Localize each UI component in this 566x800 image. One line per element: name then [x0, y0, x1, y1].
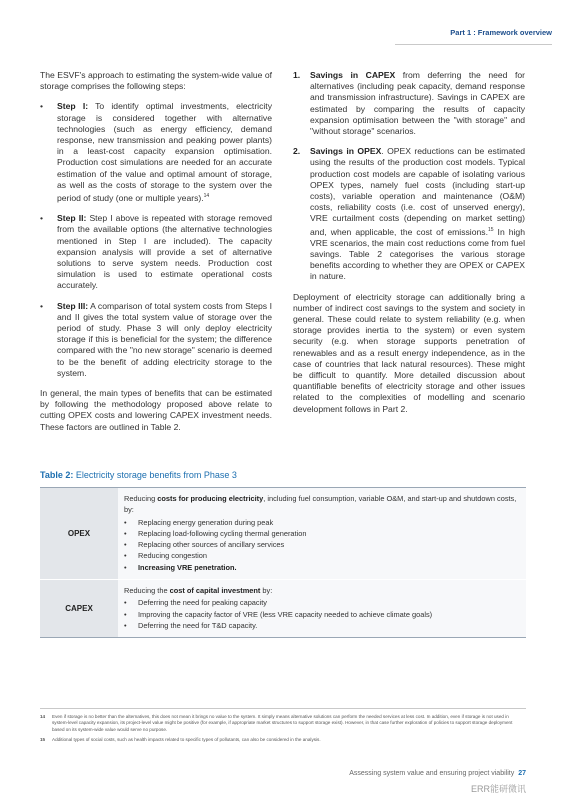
- footnote: [40, 714, 526, 733]
- footnote-text: Even if storage is no better than the alternatives, this does not mean it brings no value to the system. It simply means alternative solutions can perform the needed services at less cost. In addition, even if storage is not used in system-level capacity expansion, its project-level value might be positive (for example, if appropriate market structures to support storage exist). However, in that case further exploration of policies to support storage deployment based on its system-wide value would serve no purpose.: [52, 714, 513, 732]
- footnote-number: 15: [40, 736, 46, 742]
- benefits-table: [40, 487, 526, 638]
- table-row: [40, 579, 526, 637]
- step-text: Step I above is repeated with storage removed from the available options (the alternative technologies mentioned in Step I are included). The capacity expansion analysis will provide a set of alternative solutions to serve system needs. Production cost simulation is used to estimate operational costs accurately.: [57, 213, 272, 291]
- item-text: . OPEX reductions can be estimated using the results of the production cost models. Typical production cost models are capable of isolating various OPEX types, namely fuel costs (including start-up costs), variable operation and maintenance (O&M) costs, reliability costs (i.e. cost of unserved energy), VRE curtailment costs (depending on market setting) and, when applicable, the cost of emissions.: [310, 146, 525, 237]
- list-item: • Deferring the need for T&D capacity.: [124, 620, 258, 630]
- bullet-icon: •: [124, 609, 127, 619]
- step-text: A comparison of total system costs from Steps I and II gives the total system value of storage over the period of study. Phase 3 will only deploy electricity storage if this is beneficial for the system; the difference compared with the "no new storage" scenario is deemed to be the benefit of adding electricity storage to the system.: [57, 300, 272, 378]
- footer-text: Assessing system value and ensuring project viability: [349, 770, 515, 777]
- page-number: 27: [518, 770, 526, 777]
- row-intro: Reducing costs for producing electricity, including fuel consumption, variable O&M, and start-up and shutdown costs, by:: [124, 494, 517, 515]
- footnotes: [40, 714, 526, 747]
- page-footer: [349, 770, 526, 777]
- step-label: Step III:: [57, 300, 89, 311]
- row-intro: Reducing the cost of capital investment by:: [124, 586, 273, 596]
- list-item: • Increasing VRE penetration.: [124, 562, 237, 572]
- footnote-ref[interactable]: 15: [487, 226, 494, 233]
- step-label: Step II:: [57, 213, 87, 224]
- row-label: OPEX: [40, 488, 118, 579]
- bullet-icon: •: [124, 562, 127, 572]
- list-item: • Replacing load-following cycling thermal generation: [124, 528, 307, 538]
- closing-paragraph: Deployment of electricity storage can additionally bring a number of indirect cost savings to the system and society in general. These could relate to system reliability (e.g. when storage provides inertia to the system) or even system security (e.g. when storage supports penetration of renewables and as a result energy independence, as in the case of countries that lack natural resources). These might be difficult to quantify. More detailed discussion about quantifiable benefits of electricity storage and other issues related to the complexities of modelling and scenario development follows in Part 2.: [293, 291, 525, 414]
- left-column: [40, 70, 272, 442]
- footnote-text: Additional types of social costs, such as health impacts related to specific types of pollutants, can also be considered in the analysis.: [52, 736, 321, 742]
- closing-paragraph: In general, the main types of benefits that can be estimated by following the methodology proposed above relate to cutting OPEX costs and lowering CAPEX investment needs. These factors are outlined in Table 2.: [40, 387, 272, 432]
- bullet-icon: •: [124, 551, 127, 561]
- step-item: [40, 213, 272, 291]
- list-item: • Replacing other sources of ancillary services: [124, 540, 285, 550]
- footnote-divider: [40, 708, 526, 709]
- item-label: Savings in OPEX: [310, 146, 382, 157]
- row-body: [118, 488, 526, 579]
- benefit-list: [124, 517, 520, 573]
- right-column: [293, 70, 525, 424]
- footnote-number: 14: [40, 714, 46, 719]
- list-item: • Replacing energy generation during peak: [124, 517, 274, 527]
- list-item: • Improving the capacity factor of VRE (less VRE capacity needed to achieve climate goals): [124, 609, 433, 619]
- row-body: [118, 580, 526, 637]
- bullet-icon: •: [124, 598, 127, 608]
- bullet-icon: •: [124, 517, 127, 527]
- row-label: CAPEX: [40, 580, 118, 637]
- footnote-ref[interactable]: 14: [203, 193, 210, 200]
- watermark-logo: ERR能研微讯: [470, 784, 526, 794]
- step-item: [40, 301, 272, 379]
- step-label: Step I:: [57, 101, 89, 112]
- item-text: from deferring the need for alternatives (including peak capacity, demand response and transmission infrastructure). Savings in CAPEX are estimated by comparing the results of capacity expansion optimisation between the "with storage" and "without storage" scenarios.: [310, 70, 525, 137]
- step-text: To identify optimal investments, electricity storage is considered together with alternative technologies (such as energy efficiency, demand response, new transmission and peaking power plants) in a least-cost capacity expansion optimisation. Production cost simulations are needed for an accurate estimation of the value and optimal amount of storage, as well as the costs of storage to the system over the period of study (one or multiple years).: [57, 101, 272, 203]
- bullet-icon: •: [40, 213, 44, 224]
- bullet-icon: •: [124, 540, 127, 550]
- numbered-item: [293, 146, 525, 282]
- item-label: Savings in CAPEX: [310, 70, 396, 80]
- table-row: [40, 488, 526, 579]
- benefit-list: [124, 597, 520, 631]
- list-item: • Reducing congestion: [124, 551, 208, 561]
- list-item: • Deferring the need for peaking capacity: [124, 598, 268, 608]
- bullet-icon: •: [124, 620, 127, 630]
- numbered-item: [293, 70, 525, 137]
- bullet-icon: •: [40, 300, 44, 311]
- section-header: Part 1 : Framework overview: [450, 28, 552, 37]
- bullet-icon: •: [40, 101, 44, 112]
- intro-paragraph: The ESVF's approach to estimating the system-wide value of storage comprises the following steps:: [40, 70, 272, 92]
- bullet-icon: •: [124, 528, 127, 538]
- item-text-continued: In high VRE scenarios, the main cost reductions come from fuel savings. Table 2 categorises the various storage benefits according to whether they are OPEX or CAPEX in nature.: [310, 226, 525, 282]
- step-item: [40, 101, 272, 204]
- item-number: 2.: [293, 146, 301, 157]
- header-divider: [395, 44, 552, 45]
- item-number: 1.: [293, 70, 301, 80]
- footnote: [40, 737, 526, 743]
- table-title: Table 2: Electricity storage benefits from Phase 3: [40, 470, 237, 480]
